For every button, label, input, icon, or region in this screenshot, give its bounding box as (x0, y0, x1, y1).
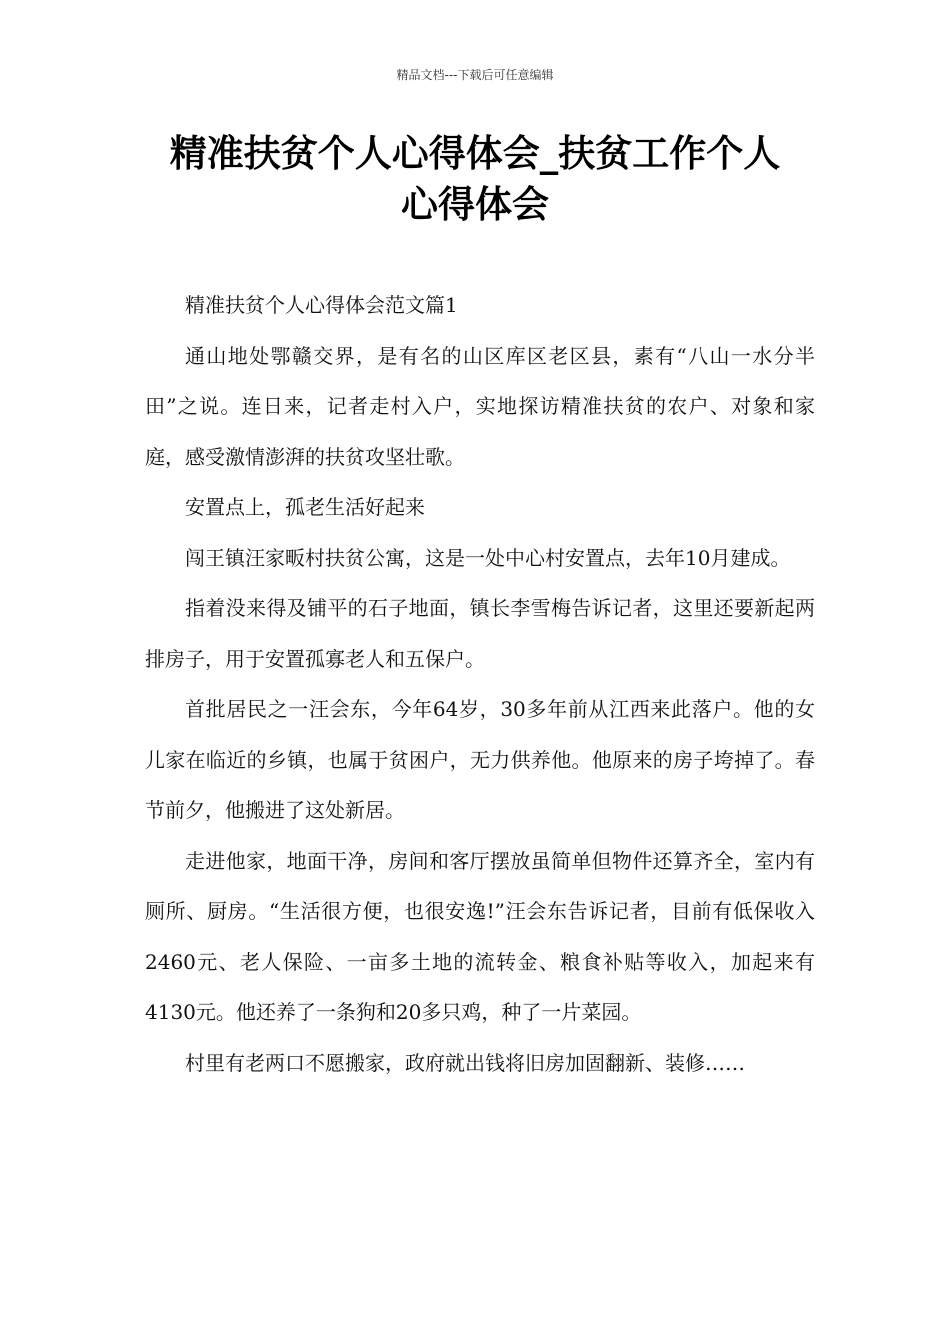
paragraph: 通山地处鄂赣交界，是有名的山区库区老区县，素有“八山一水分半田”之说。连日来，记者走村入户，实地探访精准扶贫的农户、对象和家庭，感受激情澎湃的扶贫攻坚壮歌。 (145, 343, 815, 469)
document-title-line-2: 心得体会 (401, 183, 549, 226)
subheading: 安置点上，孤老生活好起来 (185, 495, 425, 519)
paragraph: 村里有老两口不愿搬家，政府就出钱将旧房加固翻新、装修…… (185, 1050, 745, 1075)
page-header-note: 精品文档---下载后可任意编辑 (396, 68, 554, 82)
paragraph: 指着没来得及铺平的石子地面，镇长李雪梅告诉记者，这里还要新起两排房子，用于安置孤寡老人和五保户。 (145, 596, 815, 671)
section-heading: 精准扶贫个人心得体会范文篇1 (185, 293, 458, 317)
document-title (120, 128, 830, 230)
paragraph: 闯王镇汪家畈村扶贫公寓，这是一处中心村安置点，去年10月建成。 (185, 545, 791, 570)
paragraph: 首批居民之一汪会东，今年64岁，30多年前从江西来此落户。他的女儿家在临近的乡镇，也属于贫困户，无力供养他。他原来的房子垮掉了。春节前夕，他搬进了这处新居。 (145, 697, 815, 822)
document-body (145, 280, 815, 1088)
document-title-line-1: 精准扶贫个人心得体会_扶贫工作个人 (169, 132, 781, 175)
paragraph: 走进他家，地面干净，房间和客厅摆放虽简单但物件还算齐全，室内有厕所、厨房。“生活很方便，也很安逸!”汪会东告诉记者，目前有低保收入2460元、老人保险、一亩多土地的流转金、粮食补贴等收入，加起来有4130元。他还养了一条狗和20多只鸡，种了一片菜园。 (145, 848, 815, 1024)
